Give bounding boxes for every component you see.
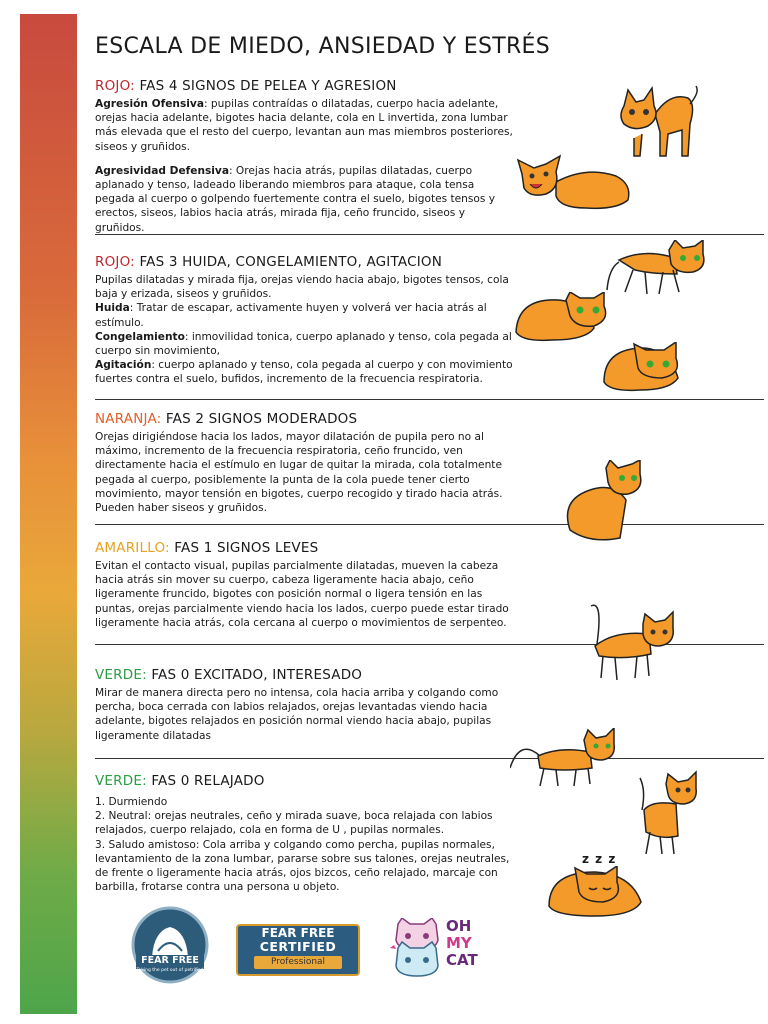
fas1-title: FAS 1 SIGNOS LEVES	[174, 540, 319, 556]
sleep-text: z z z	[582, 852, 617, 866]
certified-logo	[236, 924, 358, 976]
oh-my-cat-oh: OH	[446, 917, 472, 935]
fas4-offensive: Agresión Ofensiva: pupilas contraídas o dilatadas, cuerpo hacia adelante, orejas hacia adelante, bigotes hacia delante, cola en L invertida, zona lumbar más elevada que el resto del cuerpo, levantan aun mas miembros posteriores, siseos y gruñidos.	[95, 98, 513, 153]
fas4-label: ROJO:	[95, 78, 135, 94]
fas4-title: FAS 4 SIGNOS DE PELEA Y AGRESION	[139, 78, 397, 94]
cat-offensive-icon	[610, 84, 700, 162]
fas0b-heading	[95, 773, 525, 789]
cat-agitation-icon	[600, 342, 702, 394]
cat-moderate-icon	[560, 460, 660, 544]
fear-free-badge-icon	[130, 905, 210, 985]
fas2-label: NARANJA:	[95, 411, 162, 427]
divider	[95, 758, 764, 759]
fas3-flight: Huida: Tratar de escapar, activamente huyen y volverá ver hacia atrás al estímulo.	[95, 302, 487, 329]
fas3-title: FAS 3 HUIDA, CONGELAMIENTO, AGITACION	[139, 254, 443, 270]
cat-freeze-icon	[512, 292, 620, 344]
section-fas0-excited	[95, 667, 515, 743]
fas0a-title: FAS 0 EXCITADO, INTERESADO	[151, 667, 363, 683]
fas0b-item-2: 2. Neutral: orejas neutrales, ceño y mirada suave, boca relajada con labios relajados, cuerpo relajado, cola en forma de U , pupilas normales.	[95, 810, 493, 837]
cat-greeting-icon	[632, 770, 702, 856]
section-fas0-relaxed	[95, 773, 525, 894]
page-title: ESCALA DE MIEDO, ANSIEDAD Y ESTRÉS	[95, 34, 551, 59]
cat-defensive-icon	[516, 152, 636, 214]
fas3-label: ROJO:	[95, 254, 135, 270]
color-scale-bar	[20, 14, 77, 1014]
fas0a-text: Mirar de manera directa pero no intensa, cola hacia arriba y colgando como percha, boca cerrada con labios relajados, orejas levantadas viendo hacia adelante, bigotes relajados en posición normal viendo hacia abajo, pupilas ligeramente dilatadas	[95, 687, 499, 742]
certified-line3: Professional	[270, 957, 326, 967]
divider	[95, 524, 764, 525]
fas1-heading	[95, 540, 515, 556]
fas2-heading	[95, 411, 515, 427]
fas1-label: AMARILLO:	[95, 540, 170, 556]
fas0a-label: VERDE:	[95, 667, 147, 683]
fas1-text: Evitan el contacto visual, pupilas parcialmente dilatadas, mueven la cabeza hacia atrás sin mover su cuerpo, cabeza ligeramente hacia abajo, ceño ligeramente fruncido, bigotes con posición normal o ligera tensión en las puntas, orejas parcialmente viendo hacia los lados, cuerpo puede estar tirado ligeramente hacia atrás, cola cercana al cuerpo o movimientos de serpenteo.	[95, 560, 509, 629]
oh-my-cat-my: MY	[446, 934, 472, 952]
fas3-intro: Pupilas dilatadas y mirada fija, orejas viendo hacia abajo, bigotes tensos, cola baja y erizada, siseos y gruñidos.	[95, 274, 509, 301]
cat-excited-icon	[510, 728, 620, 788]
section-fas2	[95, 411, 515, 515]
fear-free-logo	[130, 905, 210, 989]
divider	[95, 399, 764, 400]
fear-free-tagline: Taking the pet out of petrified	[136, 968, 204, 973]
cat-mild-icon	[585, 600, 680, 682]
fas0a-heading	[95, 667, 515, 683]
fear-free-text: FEAR FREE	[141, 955, 199, 966]
fas4-defensive: Agresividad Defensiva: Orejas hacia atrás, pupilas dilatadas, cuerpo aplanado y tenso, ladeado liberando miembros para ataque, cola tensa pegada al cuerpo o golpendo fuertemente contra el suelo, bigotes tensos y erectos, siseos, labios hacia atrás, mirada fija, ceño fruncido, siseos y gruñidos.	[95, 164, 496, 234]
section-fas1	[95, 540, 515, 630]
section-fas4	[95, 78, 515, 235]
fas3-heading	[95, 254, 515, 270]
oh-my-cat-cat: CAT	[446, 951, 478, 969]
oh-my-cat-faces-icon	[388, 918, 446, 978]
fas3-freeze: Congelamiento: inmovilidad tonica, cuerpo aplanado y tenso, cola pegada al cuerpo sin movimiento,	[95, 330, 512, 358]
fas2-title: FAS 2 SIGNOS MODERADOS	[165, 411, 358, 427]
cat-sleeping-icon	[545, 866, 650, 918]
fas2-text: Orejas dirigiéndose hacia los lados, mayor dilatación de pupila pero no al máximo, incremento de la frecuencia respiratoria, ceño fruncido, ven directamente hacia el estímulo en lugar de quitar la mirada, cola totalmente pegada al cuerpo, posiblemente la punta de la cola puede tener cierto movimiento, mayor tensión en bigotes, cuerpo recogido y tirado hacia atrás. Pueden haber siseos y gruñidos.	[95, 431, 503, 515]
certified-line2: CERTIFIED	[259, 939, 337, 954]
fas0b-title: FAS 0 RELAJADO	[151, 773, 265, 789]
certified-line1: FEAR FREE	[261, 926, 335, 940]
divider	[95, 234, 764, 235]
oh-my-cat-logo	[388, 918, 498, 980]
fas0b-item-1: 1. Durmiendo	[95, 796, 168, 808]
fas4-heading	[95, 78, 515, 94]
section-fas3	[95, 254, 515, 387]
fas0b-label: VERDE:	[95, 773, 147, 789]
cat-flee-icon	[605, 240, 715, 296]
fas3-agitation: Agitación: cuerpo aplanado y tenso, cola pegada al cuerpo y con movimiento fuertes contra el suelo, bufidos, incremento de la frecuencia respiratoria.	[95, 359, 513, 386]
fas0b-item-3: 3. Saludo amistoso: Cola arriba y colgando como percha, pupilas normales, levantamiento de la zona lumbar, pararse sobre sus talones, orejas neutrales, de frente o ligeramente hacia atrás, ojos bizcos, ceño relajado, marcaje con barbilla, frotarse contra una persona u objeto.	[95, 838, 510, 894]
